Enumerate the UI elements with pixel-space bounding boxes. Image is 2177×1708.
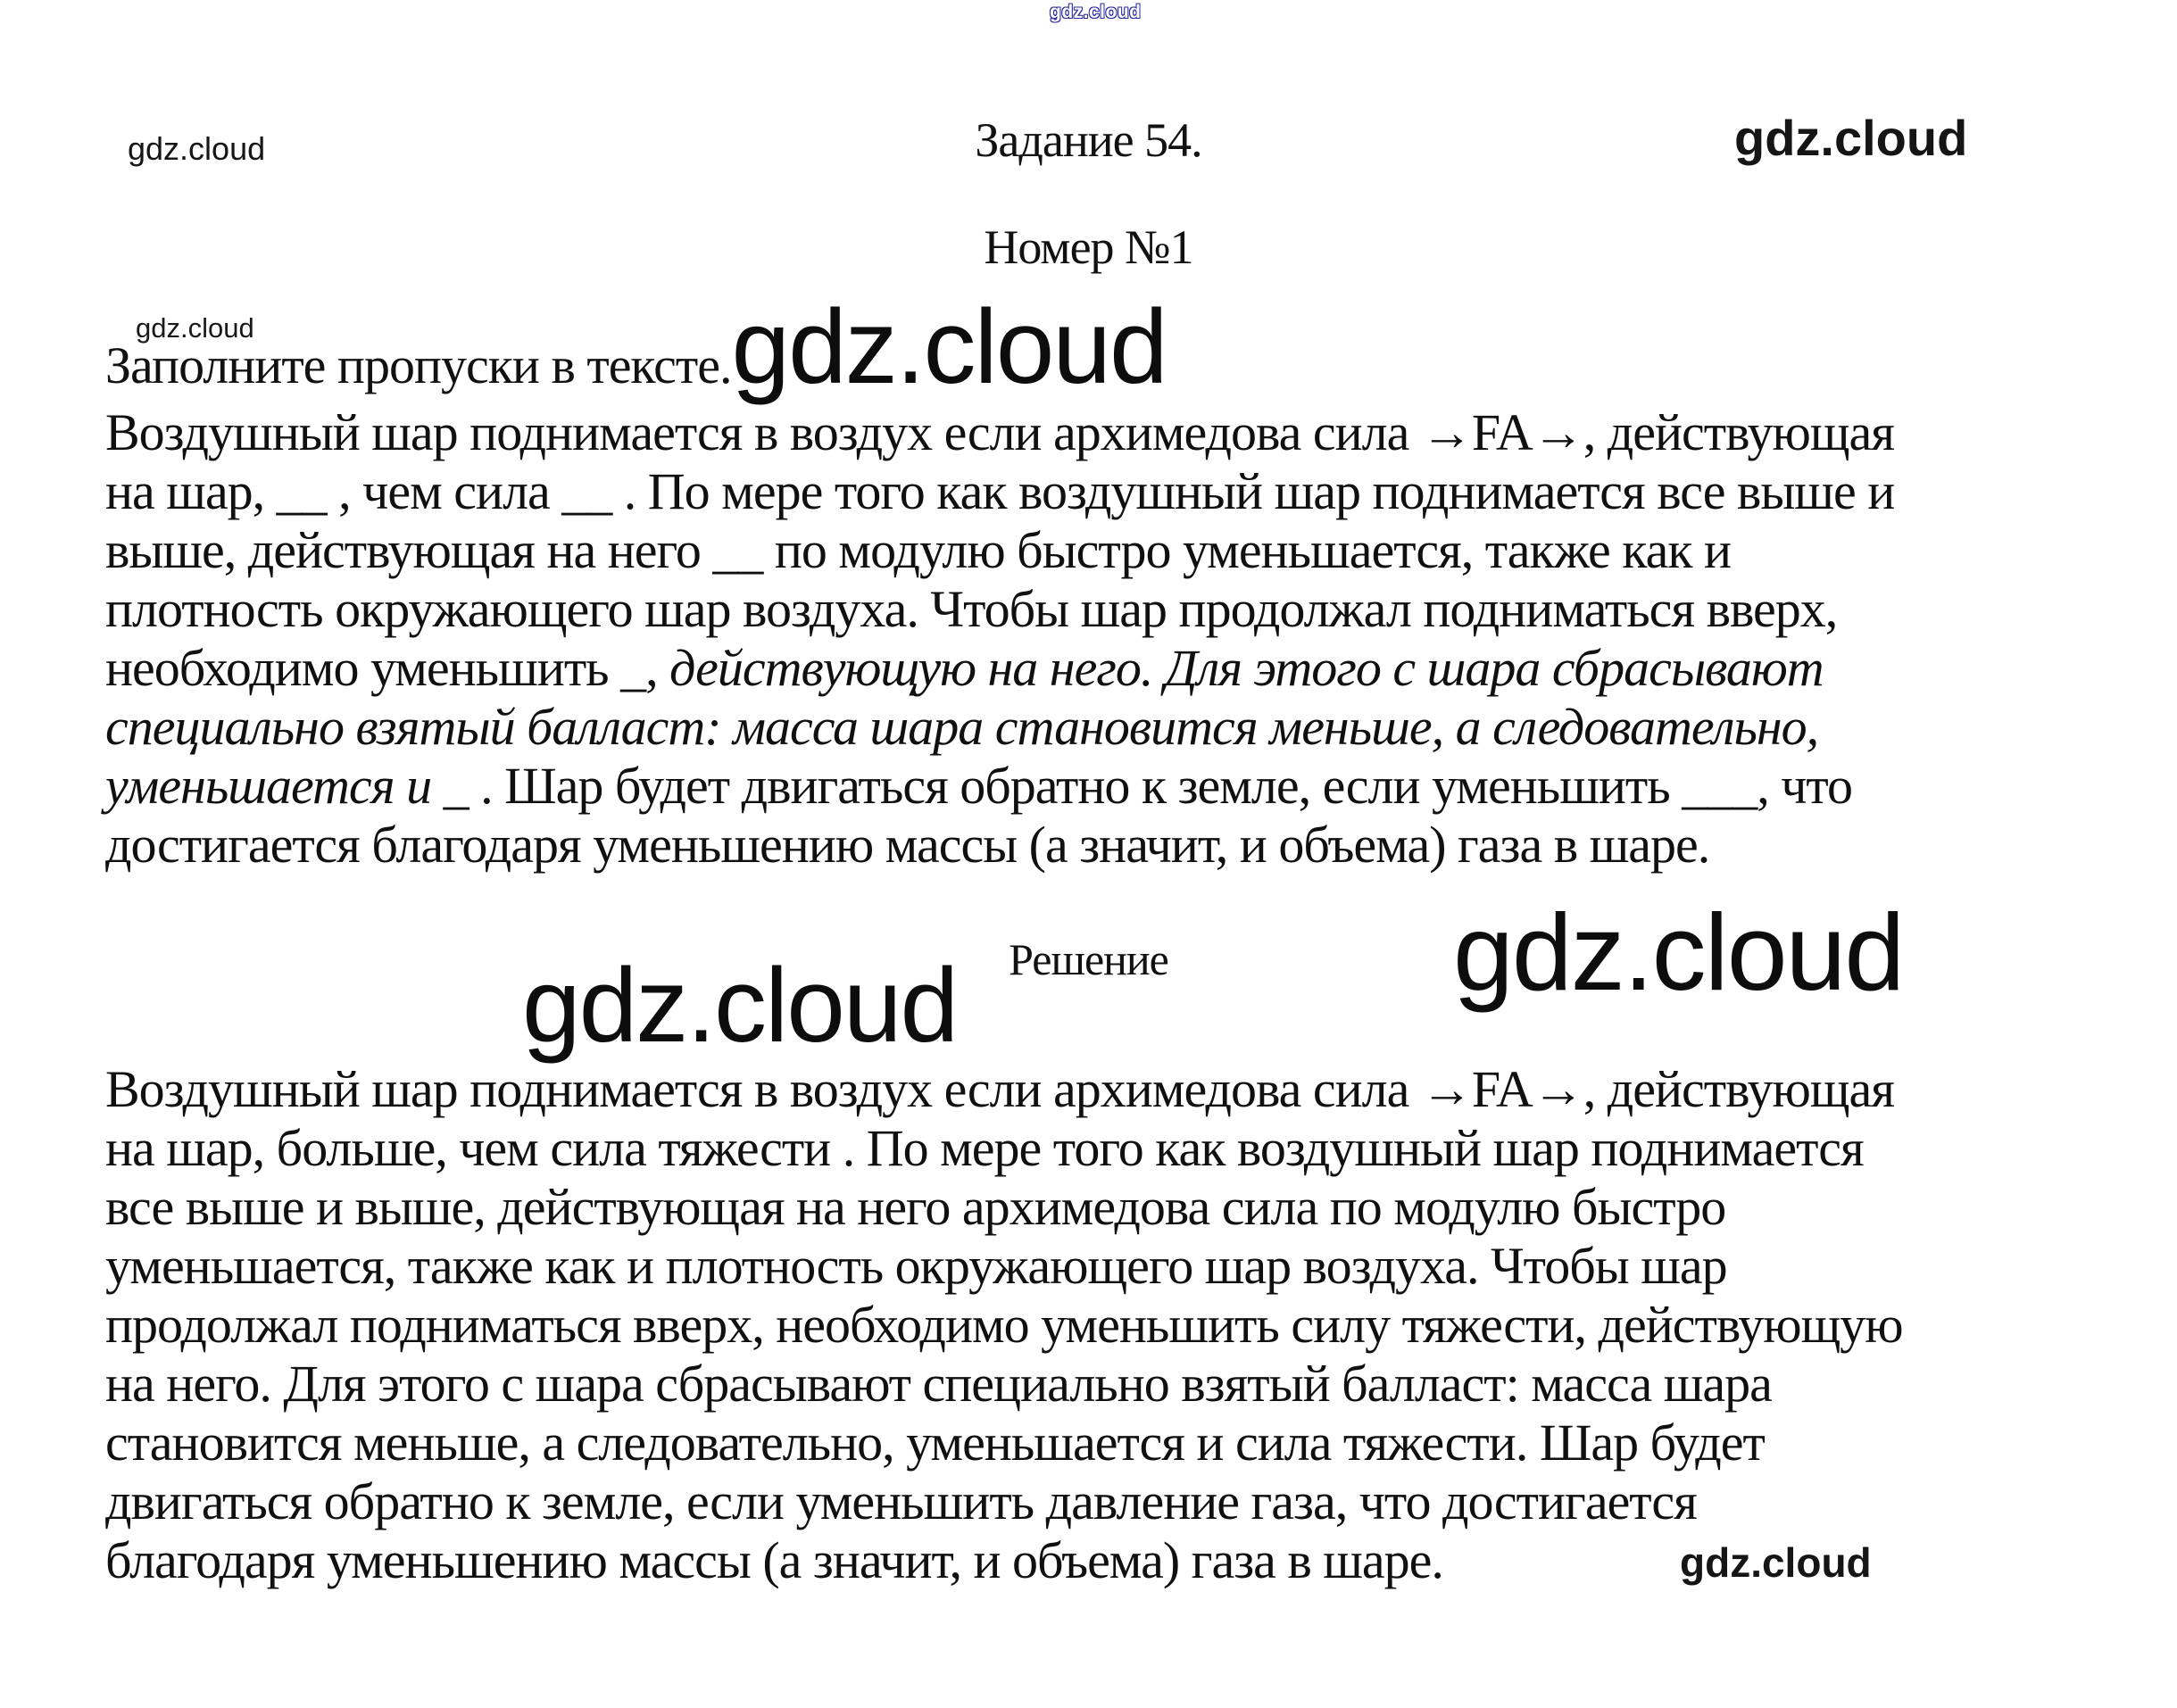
text-run: выше, действующая на него __ по модулю быстро уменьшается, также как и [105,521,1732,579]
solution-heading: Решение [1009,934,1168,984]
text-line [105,1237,1903,1296]
text-run: двигаться обратно к земле, если уменьшить давление газа, что достигается [105,1472,1697,1530]
gdz-cloud-watermark-top-right: gdz.cloud [1734,110,1968,166]
text-line [105,1178,1903,1237]
text-run: Воздушный шар поднимается в воздух если архимедова сила →FA→, действующая [105,1060,1894,1118]
text-line [105,1060,1903,1119]
problem-intro-text: Заполните пропуски в тексте. [105,336,732,394]
gdz-cloud-watermark-inline-small: gdz.cloud [136,312,254,344]
text-line [105,816,1894,875]
text-line [105,639,1894,698]
gdz-cloud-watermark-top-tiny: gdz.cloud [1050,2,1142,22]
text-line [105,403,1894,462]
text-run: Воздушный шар поднимается в воздух если архимедова сила →FA→, действующая [105,403,1894,461]
text-run: на шар, больше, чем сила тяжести . По мере того как воздушный шар поднимается [105,1119,1864,1177]
text-run: _ . Шар будет двигаться обратно к земле, если уменьшить ___, что [431,757,1852,815]
text-run: продолжал подниматься вверх, необходимо уменьшить силу тяжести, действующую [105,1296,1903,1354]
text-line [105,1531,1903,1590]
text-run: на него. Для этого с шара сбрасывают специально взятый балласт: масса шара [105,1355,1772,1413]
text-run-italic: уменьшается и [105,757,432,815]
text-line [105,1414,1903,1472]
text-run: необходимо уменьшить _, [105,639,670,697]
gdz-cloud-watermark-inline-big: gdz.cloud [731,288,1167,406]
text-line [105,1355,1903,1414]
text-run: все выше и выше, действующая на него архимедова сила по модулю быстро [105,1178,1726,1236]
text-line [105,1472,1903,1531]
text-line [105,1296,1903,1355]
text-line [105,698,1894,757]
gdz-cloud-watermark-solution-right: gdz.cloud [1453,891,1904,1013]
gdz-cloud-watermark-top-left: gdz.cloud [128,130,266,167]
gdz-cloud-watermark-bottom-right: gdz.cloud [1680,1539,1872,1586]
text-run: становится меньше, а следовательно, уменьшается и сила тяжести. Шар будет [105,1414,1765,1472]
problem-text [105,403,1894,875]
text-run: благодаря уменьшению массы (а значит, и объема) газа в шаре. [105,1531,1443,1589]
text-line [105,462,1894,521]
text-run: достигается благодаря уменьшению массы (а значит, и объема) газа в шаре. [105,816,1710,874]
text-line [105,1119,1903,1178]
task-number-heading: Номер №1 [984,220,1193,274]
text-run: плотность окружающего шар воздуха. Чтобы шар продолжал подниматься вверх, [105,580,1838,638]
text-run: уменьшается, также как и плотность окружающего шар воздуха. Чтобы шар [105,1237,1727,1295]
text-run-italic: специально взятый балласт: масса шара становится меньше, а следовательно, [105,698,1819,756]
text-line [105,521,1894,580]
text-run-italic: действующую на него. Для этого с шара сбрасывают [669,639,1824,697]
solution-text [105,1060,1903,1590]
page-title: Задание 54. [975,113,1202,167]
text-line [105,580,1894,639]
text-line [105,757,1894,816]
text-run: на шар, __ , чем сила __ . По мере того как воздушный шар поднимается все выше и [105,462,1895,520]
gdz-cloud-watermark-solution-left: gdz.cloud [522,947,958,1065]
problem-intro-row [105,288,1167,406]
